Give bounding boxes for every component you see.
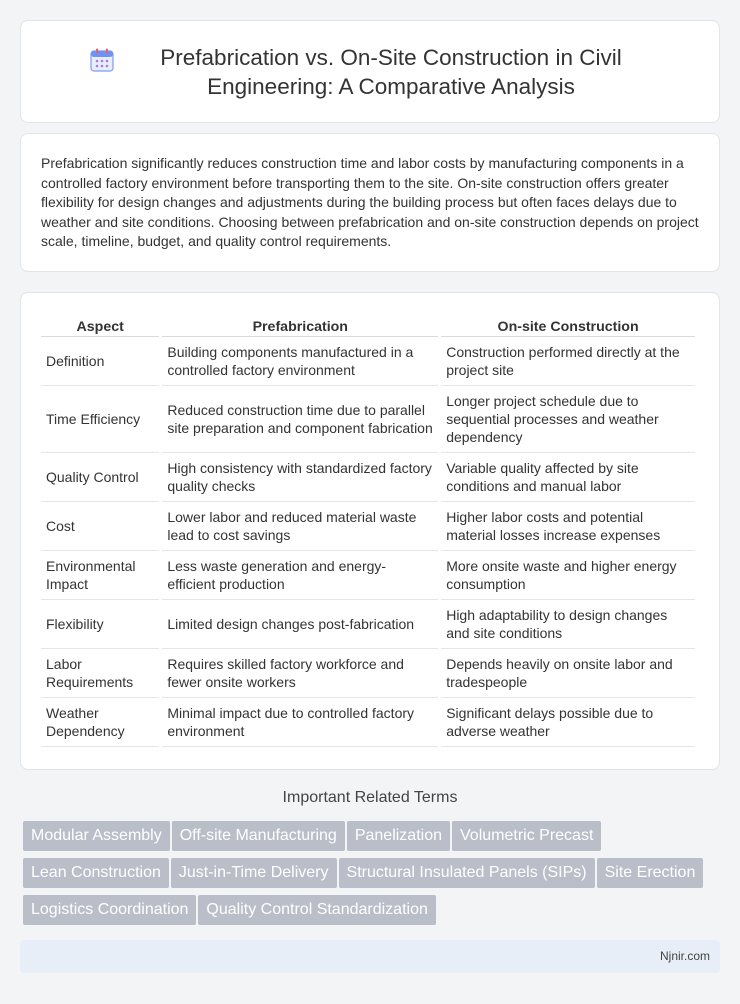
onsite-cell: Higher labor costs and potential material losses increase expenses: [441, 502, 695, 551]
aspect-cell: Environmental Impact: [41, 551, 159, 600]
term-tag[interactable]: Off-site Manufacturing: [172, 821, 345, 851]
onsite-cell: Significant delays possible due to adverse weather: [441, 698, 695, 747]
column-header-aspect: Aspect: [41, 313, 159, 337]
comparison-table-card: [20, 292, 720, 770]
table-row: [41, 453, 695, 502]
title-wrap: [89, 43, 651, 101]
aspect-cell: Time Efficiency: [41, 386, 159, 453]
calendar-icon: [89, 47, 115, 73]
table-row: [41, 502, 695, 551]
page-title: Prefabrication vs. On-Site Construction in Civil Engineering: A Comparative Analysis: [160, 44, 622, 99]
prefabrication-cell: Lower labor and reduced material waste lead to cost savings: [162, 502, 438, 551]
footer-bar: [20, 940, 720, 973]
prefabrication-cell: Building components manufactured in a controlled factory environment: [162, 337, 438, 386]
intro-card: [20, 133, 720, 272]
table-row: [41, 386, 695, 453]
table-row: [41, 649, 695, 698]
term-tag[interactable]: Panelization: [347, 821, 450, 851]
aspect-cell: Definition: [41, 337, 159, 386]
aspect-cell: Labor Requirements: [41, 649, 159, 698]
term-tag[interactable]: Structural Insulated Panels (SIPs): [339, 858, 595, 888]
onsite-cell: High adaptability to design changes and site conditions: [441, 600, 695, 649]
footer-site-link[interactable]: Njnir.com: [659, 949, 710, 963]
term-tag[interactable]: Site Erection: [597, 858, 704, 888]
term-tag[interactable]: Just-in-Time Delivery: [171, 858, 337, 888]
related-terms-list: [23, 821, 723, 932]
prefabrication-cell: Requires skilled factory workforce and fewer onsite workers: [162, 649, 438, 698]
table-row: [41, 551, 695, 600]
term-tag[interactable]: Lean Construction: [23, 858, 169, 888]
aspect-cell: Flexibility: [41, 600, 159, 649]
aspect-cell: Weather Dependency: [41, 698, 159, 747]
onsite-cell: More onsite waste and higher energy consumption: [441, 551, 695, 600]
title-card: [20, 20, 720, 123]
comparison-table: [38, 313, 698, 747]
table-header-row: [41, 313, 695, 337]
onsite-cell: Construction performed directly at the project site: [441, 337, 695, 386]
column-header-prefabrication: Prefabrication: [162, 313, 438, 337]
prefabrication-cell: Less waste generation and energy-efficient production: [162, 551, 438, 600]
prefabrication-cell: Limited design changes post-fabrication: [162, 600, 438, 649]
term-tag[interactable]: Modular Assembly: [23, 821, 170, 851]
aspect-cell: Cost: [41, 502, 159, 551]
prefabrication-cell: Reduced construction time due to parallel site preparation and component fabrication: [162, 386, 438, 453]
intro-paragraph: Prefabrication significantly reduces construction time and labor costs by manufacturing components in a controlled factory environment before transporting them to the site. On-site construction offers greater flexibility for design changes and adjustments during the building process but often faces delays due to weather and site conditions. Choosing between prefabrication and on-site construction depends on project scale, timeline, budget, and quality control requirements.: [41, 155, 699, 250]
column-header-onsite: On-site Construction: [441, 313, 695, 337]
prefabrication-cell: High consistency with standardized factory quality checks: [162, 453, 438, 502]
term-tag[interactable]: Logistics Coordination: [23, 895, 196, 925]
table-row: [41, 600, 695, 649]
term-tag[interactable]: Volumetric Precast: [452, 821, 601, 851]
aspect-cell: Quality Control: [41, 453, 159, 502]
related-terms-heading: Important Related Terms: [282, 789, 458, 806]
table-row: [41, 337, 695, 386]
onsite-cell: Variable quality affected by site conditions and manual labor: [441, 453, 695, 502]
onsite-cell: Longer project schedule due to sequential processes and weather dependency: [441, 386, 695, 453]
onsite-cell: Depends heavily on onsite labor and tradespeople: [441, 649, 695, 698]
prefabrication-cell: Minimal impact due to controlled factory environment: [162, 698, 438, 747]
term-tag[interactable]: Quality Control Standardization: [198, 895, 435, 925]
table-row: [41, 698, 695, 747]
